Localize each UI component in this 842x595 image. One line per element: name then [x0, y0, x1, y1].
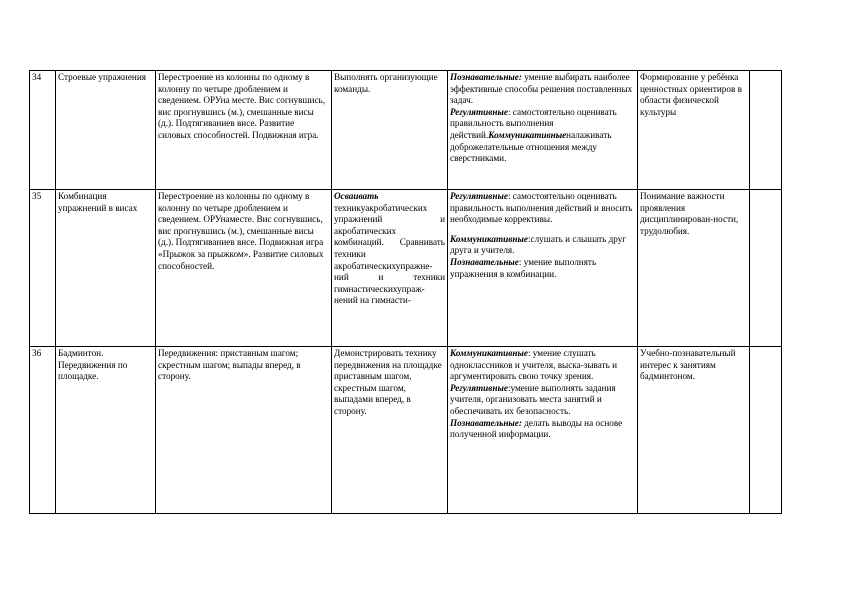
- uud-text: : умение слушать одноклассников и учителя, выска-зывать и аргументировать свою точку зрения.: [450, 348, 618, 382]
- lesson-number: 36: [30, 347, 56, 514]
- learning-actions: [448, 347, 638, 514]
- lesson-plan-table: [29, 70, 782, 514]
- uud-text: : самостоятельно оценивать правильность выполнения действий и вносить необходимые коррективы.: [450, 191, 633, 225]
- table-row: [30, 71, 782, 190]
- personal-results: Учебно-познавательный интерес к занятиям бадминтоном.: [638, 347, 750, 514]
- personal-results: Понимание важности проявления дисциплинирован-ности, трудолюбия.: [638, 190, 750, 347]
- uud-text: :умение выполнять задания учителя, организовать места занятий и обеспечивать их безопасность.: [450, 382, 616, 416]
- uud-label: Регулятивные: [450, 191, 508, 201]
- personal-results: Формирование у ребёнка ценностных ориентиров в области физической культуры: [638, 71, 750, 190]
- notes-cell: [750, 190, 782, 347]
- activity-text: техникуакробатических упражнений и акробатических комбинаций. Сравнивать техники акробатическихупражне-ний и техники гимнастическихупраж-нений на гимнасти-: [334, 202, 445, 306]
- uud-label: Познавательные: [450, 256, 519, 267]
- uud-text: :слушать и слышать друг друга и учителя.: [450, 233, 627, 256]
- table-row: [30, 347, 782, 514]
- learning-actions: [448, 190, 638, 347]
- lesson-content: Перестроение из колонны по одному в колонну по четыре дроблением и сведением. ОРУнаместе. Вис согнувшись, вис прогнувшись (м.), смешанные висы (д.). Подтягиваниев висе. Подвижная игра «Прыжок за прыжком». Развитие силовых способностей.: [156, 190, 332, 347]
- uud-text: : умение выполнять упражнения в комбинации.: [450, 256, 597, 279]
- lesson-topic: Комбинация упражнений в висах: [56, 190, 156, 347]
- uud-text: налаживать доброжелательные отношения между сверстниками.: [450, 129, 612, 164]
- uud-label: Коммуникативные: [450, 348, 528, 358]
- notes-cell: [750, 71, 782, 190]
- uud-label: Регулятивные: [450, 106, 508, 117]
- lesson-content: Передвижения: приставным шагом; скрестным шагом; выпады вперед, в сторону.: [156, 347, 332, 514]
- uud-text: : самостоятельно оценивать правильность выполнения действий.: [450, 106, 617, 140]
- lesson-topic: Бадминтон. Передвижения по площадке.: [56, 347, 156, 514]
- table-row: [30, 190, 782, 347]
- uud-label: Регулятивные: [450, 382, 508, 393]
- uud-text: делать выводы на основе полученной информации.: [450, 417, 623, 440]
- learning-actions: [448, 71, 638, 190]
- uud-label: Коммуникативные: [488, 129, 567, 140]
- activity-label: Осваивать: [334, 191, 379, 201]
- lesson-topic: Строевые упражнения: [56, 71, 156, 190]
- student-activity: Выполнять организующие команды.: [332, 71, 448, 190]
- uud-label: Коммуникативные: [450, 233, 528, 244]
- uud-label: Познавательные:: [450, 72, 522, 82]
- lesson-content: Перестроение из колонны по одному в колонну по четыре дроблением и сведением. ОРУна месте. Вис согнувшись, вис прогнувшись (м.), смешанные висы (д.). Подтягиваниев висе. Развитие силовых способностей. Подвижная игра.: [156, 71, 332, 190]
- student-activity: [332, 190, 448, 347]
- lesson-number: 35: [30, 190, 56, 347]
- uud-text: умение выбирать наиболее эффективные способы решения поставленных задач.: [450, 72, 633, 106]
- student-activity: Демонстрировать технику передвижения на площадке приставным шагом, скрестным шагом, выпадами вперед, в сторону.: [332, 347, 448, 514]
- notes-cell: [750, 347, 782, 514]
- lesson-number: 34: [30, 71, 56, 190]
- uud-label: Познавательные:: [450, 417, 522, 428]
